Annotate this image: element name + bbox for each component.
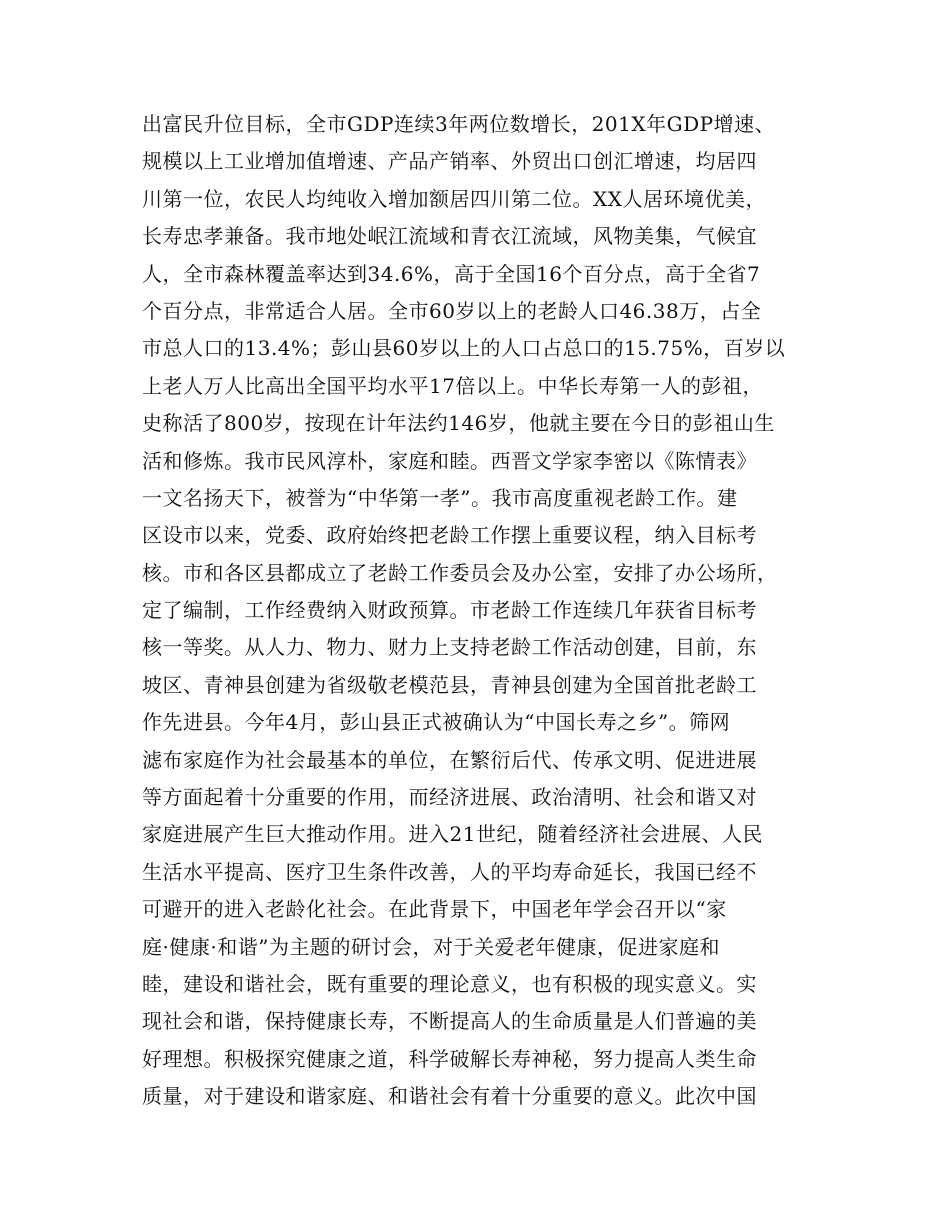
- text-line: 家庭进展产生巨大推动作用。进入21世纪，随着经济社会进展、人民: [142, 822, 763, 847]
- text-line: 个百分点，非常适合人居。全市60岁以上的老龄人口46.38万，占全: [142, 298, 762, 323]
- text-line: 睦，建设和谐社会，既有重要的理论意义，也有积极的现实意义。实: [142, 971, 757, 996]
- text-line: 定了编制，工作经费纳入财政预算。市老龄工作连续几年获省目标考: [142, 598, 757, 623]
- text-line: 生活水平提高、医疗卫生条件改善，人的平均寿命延长，我国已经不: [142, 859, 757, 884]
- text-line: 滤布家庭作为社会最基本的单位，在繁衍后代、传承文明、促进进展: [142, 747, 757, 772]
- text-line: 现社会和谐，保持健康长寿，不断提高人的生命质量是人们普遍的美: [142, 1009, 757, 1034]
- text-line: 上老人万人比高出全国平均水平17倍以上。中华长寿第一人的彭祖，: [142, 373, 763, 398]
- text-line: 作先进县。今年4月，彭山县正式被确认为“中国长寿之乡”。筛网: [142, 710, 731, 735]
- text-line: 川第一位，农民人均纯收入增加额居四川第二位。XX人居环境优美，: [142, 186, 766, 211]
- text-line: 规模以上工业增加值增速、产品产销率、外贸出口创汇增速，均居四: [142, 149, 757, 174]
- body-text: [142, 106, 822, 1116]
- text-line: 长寿忠孝兼备。我市地处岷江流域和青衣江流域，风物美集，气候宜: [142, 224, 757, 249]
- text-line: 人，全市森林覆盖率达到34.6%，高于全国16个百分点，高于全省7: [142, 261, 761, 286]
- text-line: 好理想。积极探究健康之道，科学破解长寿神秘，努力提高人类生命: [142, 1046, 757, 1071]
- text-line: 市总人口的13.4%；彭山县60岁以上的人口占总口的15.75%，百岁以: [142, 336, 786, 361]
- text-line: 史称活了800岁，按现在计年法约146岁，他就主要在今日的彭祖山生: [142, 411, 775, 436]
- text-line: 区设市以来，党委、政府始终把老龄工作摆上重要议程，纳入目标考: [142, 523, 757, 548]
- text-line: 核一等奖。从人力、物力、财力上支持老龄工作活动创建，目前，东: [142, 635, 757, 660]
- text-line: 等方面起着十分重要的作用，而经济进展、政治清明、社会和谐又对: [142, 785, 757, 810]
- text-line: 一文名扬天下，被誉为“中华第一孝”。我市高度重视老龄工作。建: [142, 485, 738, 510]
- text-line: 出富民升位目标，全市GDP连续3年两位数增长，201X年GDP增速、: [142, 112, 776, 136]
- text-line: 核。市和各区县都成立了老龄工作委员会及办公室，安排了办公场所，: [142, 560, 778, 585]
- text-line: 庭·健康·和谐”为主题的研讨会，对于关爱老年健康，促进家庭和: [142, 934, 720, 959]
- text-line: 质量，对于建设和谐家庭、和谐社会有着十分重要的意义。此次中国: [142, 1084, 757, 1109]
- text-line: 活和修炼。我市民风淳朴，家庭和睦。西晋文学家李密以《陈情表》: [142, 448, 757, 473]
- text-line: 可避开的进入老龄化社会。在此背景下，中国老年学会召开以“家: [142, 897, 727, 922]
- text-line: 坡区、青神县创建为省级敬老模范县，青神县创建为全国首批老龄工: [142, 672, 757, 697]
